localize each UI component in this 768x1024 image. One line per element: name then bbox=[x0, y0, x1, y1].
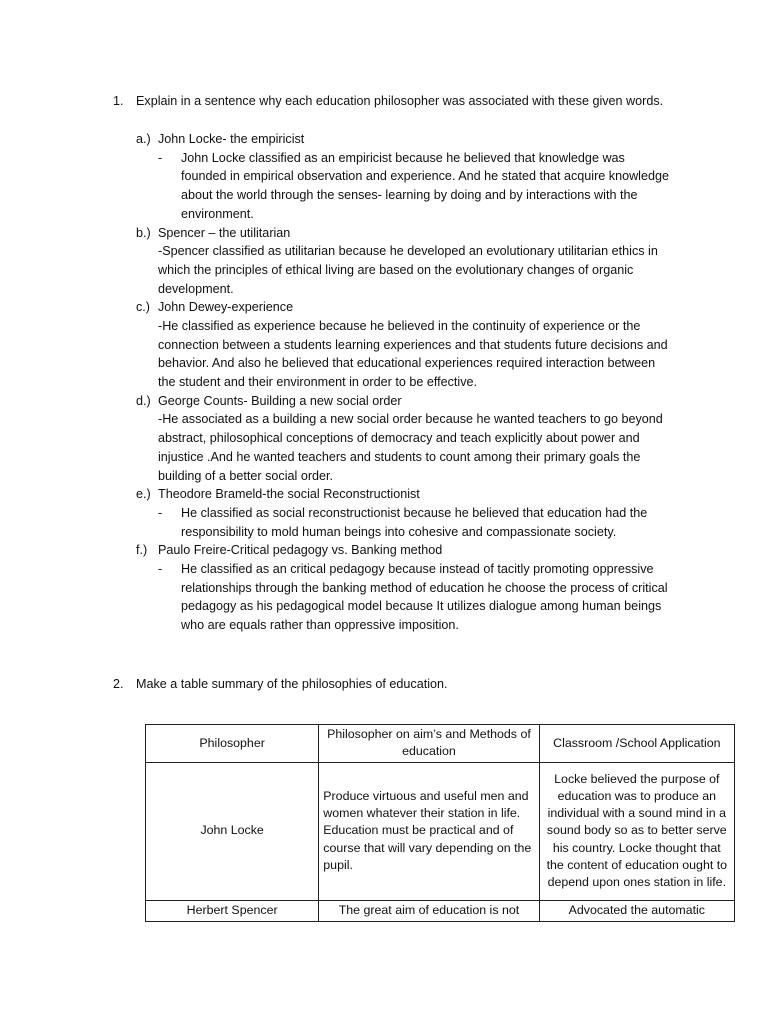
answer-item-d-title: George Counts- Building a new social order bbox=[158, 393, 402, 408]
answer-item-d-heading bbox=[136, 392, 696, 411]
bullet-dash: - bbox=[158, 505, 163, 520]
answer-item-c-text: -He classified as experience because he believed in the continuity of experience or the connection between a students learning experiences and that students future decisions and behavior. And also he believed that educational experiences required interaction between the student and their environment in order to be effective. bbox=[158, 318, 668, 390]
answer-item-c-title: John Dewey-experience bbox=[158, 300, 294, 315]
answer-item-a-title: John Locke- the empiricist bbox=[158, 132, 305, 146]
table-cell: Locke believed the purpose of education was to produce an individual with a sound mind in a sound body so as to better serve his country. Locke thought that the content of education ought to depend upon ones station in life. bbox=[539, 762, 734, 900]
bullet-dash: - bbox=[158, 150, 163, 165]
answer-item-c bbox=[136, 298, 696, 392]
table-cell: John Locke bbox=[146, 762, 319, 900]
table-cell: Herbert Spencer bbox=[146, 900, 319, 921]
table-row bbox=[146, 762, 735, 900]
table-row bbox=[146, 900, 735, 921]
answer-item-e-title: Theodore Brameld-the social Reconstructionist bbox=[158, 487, 420, 502]
answer-item-f-label: f.) bbox=[136, 543, 148, 558]
answer-item-f-heading bbox=[136, 541, 696, 560]
answer-item-a-body bbox=[136, 149, 696, 224]
answer-item-b bbox=[136, 224, 696, 299]
answer-item-d-label: d.) bbox=[136, 393, 151, 408]
answer-item-a-label: a.) bbox=[136, 132, 151, 146]
table-cell: Produce virtuous and useful men and women whatever their station in life. Education must be practical and of course that will vary depending on the pupil. bbox=[319, 762, 539, 900]
answer-item-b-heading bbox=[136, 224, 696, 243]
table-cell: The great aim of education is not bbox=[319, 900, 539, 921]
answer-item-d-text: -He associated as a building a new social order because he wanted teachers to go beyond abstract, philosophical conceptions of democracy and teach explicitly about power and injustice .And he wanted teachers and students to count among their primary goals the building of a better social order. bbox=[158, 412, 663, 483]
answer-item-c-label: c.) bbox=[136, 300, 150, 315]
answer-item-e-label: e.) bbox=[136, 487, 151, 502]
answer-item-d bbox=[136, 392, 696, 486]
header-aims-methods: Philosopher on aim’s and Methods of education bbox=[319, 725, 539, 763]
bullet-dash: - bbox=[158, 562, 163, 577]
answer-item-b-label: b.) bbox=[136, 225, 151, 240]
philosophy-summary-table bbox=[145, 724, 735, 922]
question-1-text: Explain in a sentence why each education philosopher was associated with these given words. bbox=[136, 94, 664, 108]
question-2-text: Make a table summary of the philosophies of education. bbox=[136, 677, 448, 691]
answer-item-a-text: John Locke classified as an empiricist because he believed that knowledge was founded in empirical observation and experience. And he stated that acquire knowledge about the world through the senses- learning by doing and by interactions with the environment. bbox=[181, 150, 669, 221]
answer-list bbox=[136, 130, 696, 635]
answer-item-f-text: He classified as an critical pedagogy because instead of tacitly promoting oppressive relationships through the banking method of education he choose the process of critical pedagogy as his pedagogical model because It utilizes dialogue among human beings who are equals rather than oppressive imposition. bbox=[181, 562, 668, 633]
answer-item-b-title: Spencer – the utilitarian bbox=[158, 225, 291, 240]
answer-item-f-title: Paulo Freire-Critical pedagogy vs. Banking method bbox=[158, 543, 443, 558]
header-classroom-application: Classroom /School Application bbox=[539, 725, 734, 763]
answer-item-a-heading bbox=[136, 130, 696, 149]
answer-item-e bbox=[136, 485, 696, 541]
answer-item-e-body bbox=[136, 504, 696, 541]
table-cell: Advocated the automatic bbox=[539, 900, 734, 921]
answer-item-b-text: -Spencer classified as utilitarian because he developed an evolutionary utilitarian ethics in which the principles of ethical living are based on the evolutionary changes of organic development. bbox=[158, 244, 658, 296]
header-philosopher: Philosopher bbox=[146, 725, 319, 763]
answer-item-a bbox=[136, 130, 696, 224]
question-2-number: 2. bbox=[113, 677, 124, 691]
table-header-row bbox=[146, 725, 735, 763]
answer-item-e-heading bbox=[136, 485, 696, 504]
answer-item-f bbox=[136, 541, 696, 635]
answer-item-e-text: He classified as social reconstructionist because he believed that education had the responsibility to mold human beings into cohesive and compassionate society. bbox=[181, 505, 648, 539]
question-1-number: 1. bbox=[113, 94, 124, 108]
answer-item-f-body bbox=[136, 560, 696, 635]
answer-item-c-heading bbox=[136, 298, 696, 317]
